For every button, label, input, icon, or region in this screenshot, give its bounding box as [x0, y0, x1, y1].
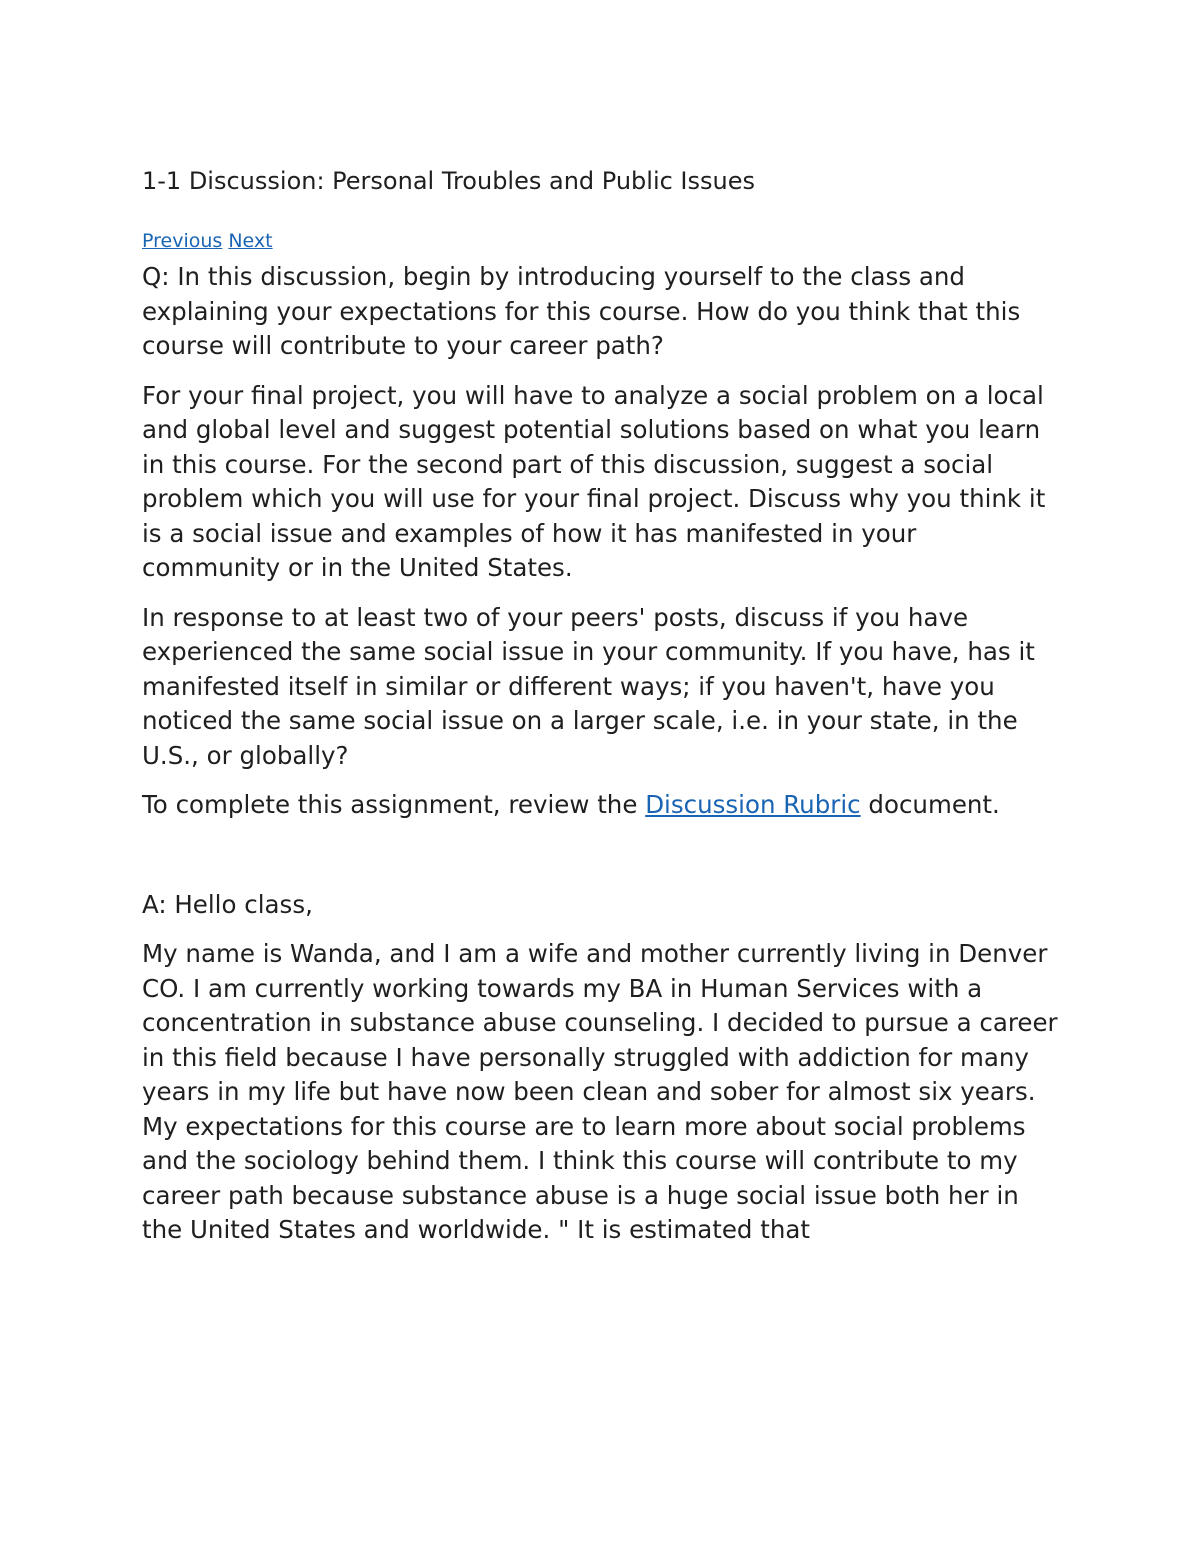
question-paragraph-3: In response to at least two of your peers' posts, discuss if you have experienced the same social issue in your community. If you have, has it manifested itself in similar or different ways; if you haven't, have you noticed the same social issue on a larger scale, i.e. in your state, in the U.S., or globally? — [142, 602, 1035, 770]
rubric-intro-text: To complete this assignment, review the — [142, 790, 646, 819]
document-page — [142, 164, 1062, 1263]
discussion-rubric-link[interactable]: Discussion Rubric — [645, 790, 861, 819]
question-paragraph-4 — [142, 788, 1062, 823]
page-title: 1-1 Discussion: Personal Troubles and Public Issues — [142, 167, 755, 195]
answer-paragraph-1: My name is Wanda, and I am a wife and mother currently living in Denver CO. I am currently working towards my BA in Human Services with a concentration in substance abuse counseling. I decided to pursue a career in this field because I have personally struggled with addiction for many years in my life but have now been clean and sober for almost six years. My expectations for this course are to learn more about social problems and the sociology behind them. I think this course will contribute to my career path because substance abuse is a huge social issue both her in the United States and worldwide. " It is estimated that — [142, 939, 1058, 1244]
question-paragraph-2: For your final project, you will have to analyze a social problem on a local and global level and suggest potential solutions based on what you learn in this course. For the second part of this discussion, suggest a social problem which you will use for your final project. Discuss why you think it is a social issue and examples of how it has manifested in your community or in the United States. — [142, 380, 1046, 582]
section-spacer — [142, 838, 1062, 888]
question-paragraph-1: Q: In this discussion, begin by introducing yourself to the class and explaining your expectations for this course. How do you think that this course will contribute to your career path? — [142, 262, 1021, 360]
answer-greeting: A: Hello class, — [142, 889, 313, 919]
previous-link[interactable]: Previous — [142, 230, 223, 252]
rubric-outro-text: document. — [860, 790, 1000, 819]
next-link[interactable]: Next — [228, 230, 273, 252]
pagination-nav — [142, 228, 1062, 254]
